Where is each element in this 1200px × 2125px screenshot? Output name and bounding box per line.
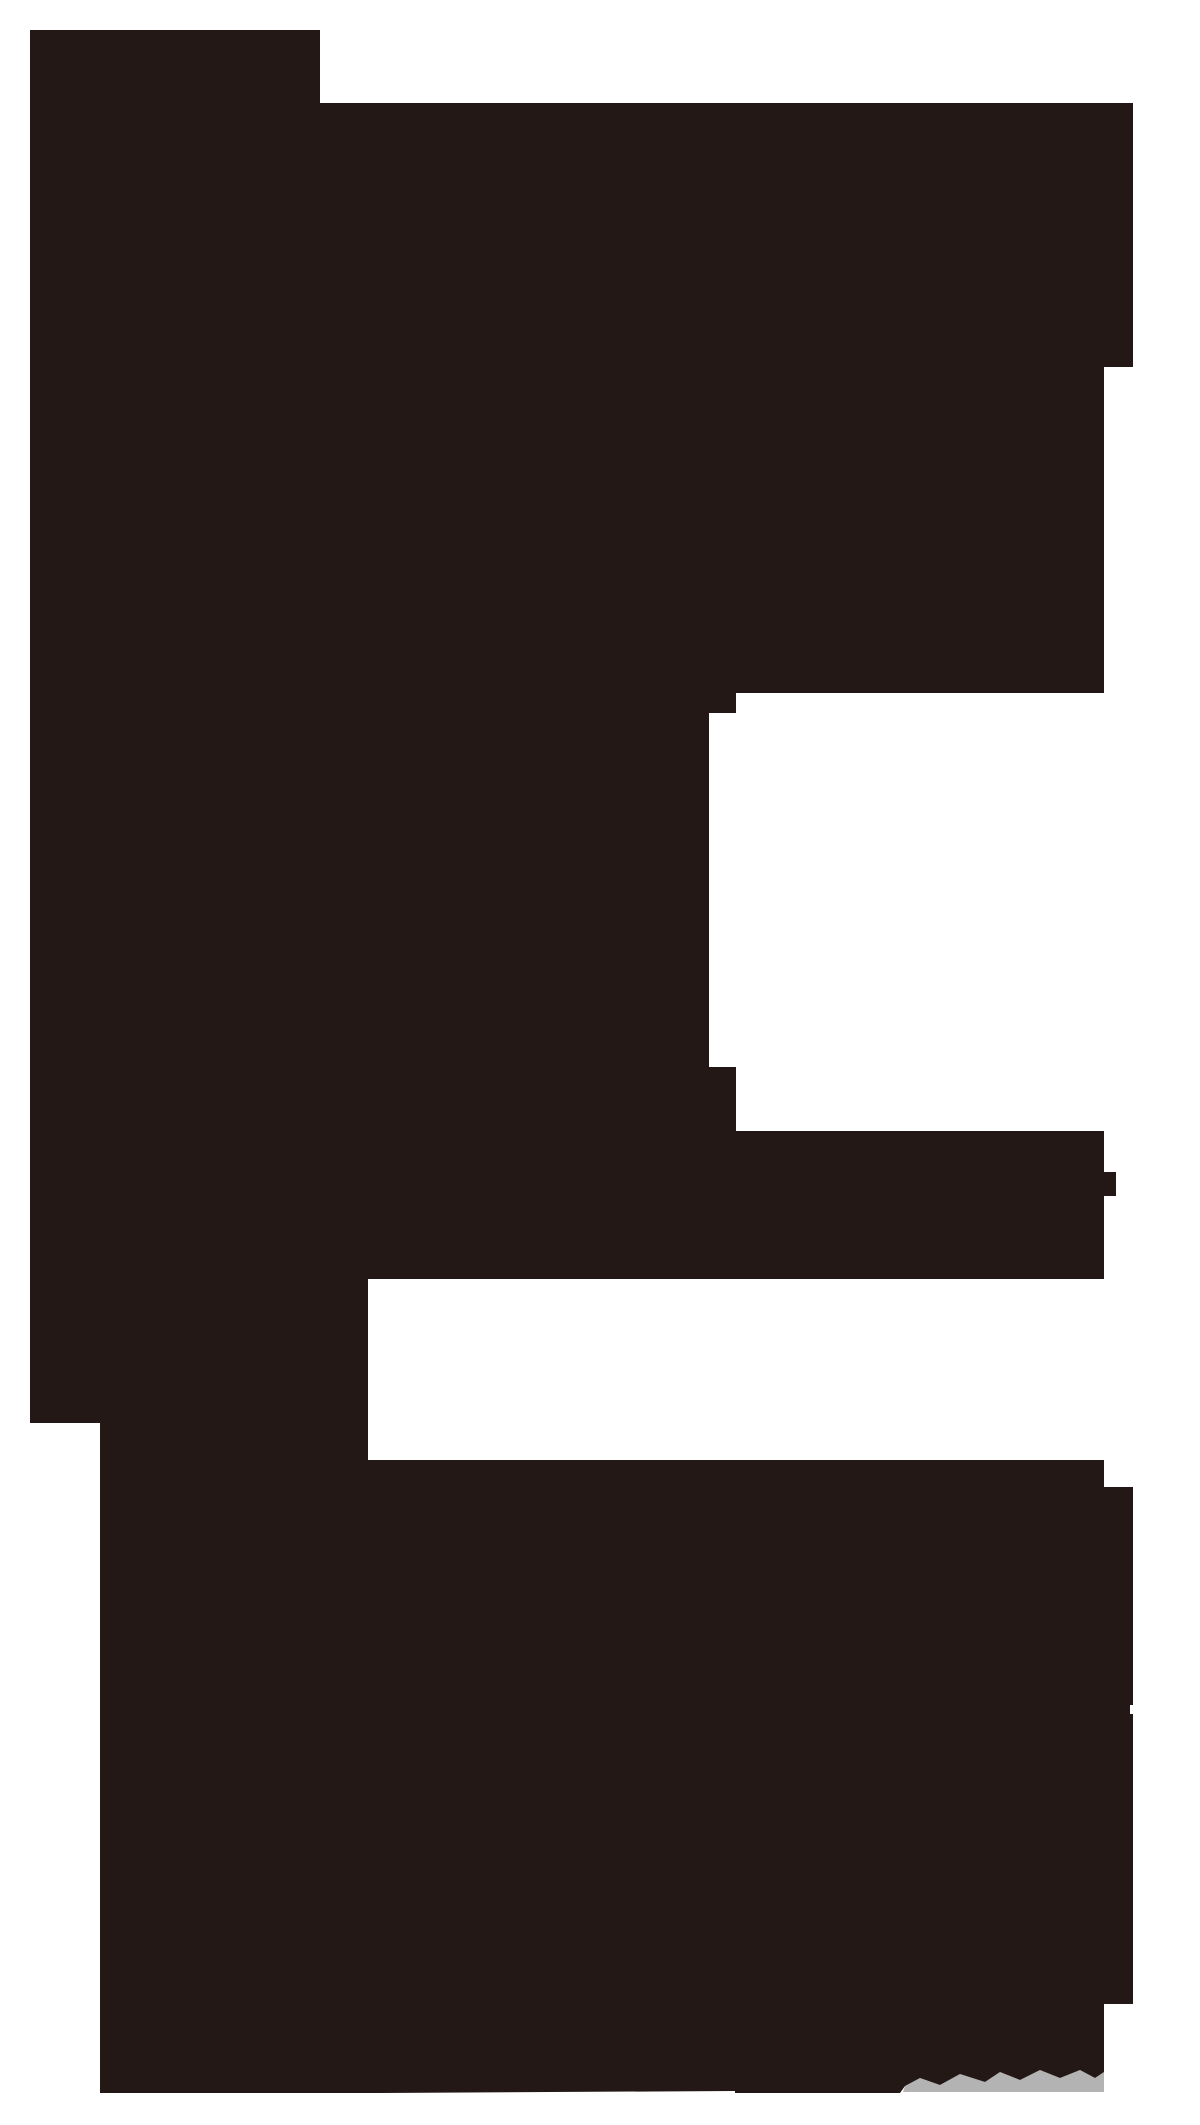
silhouette-shape — [30, 30, 1133, 2093]
